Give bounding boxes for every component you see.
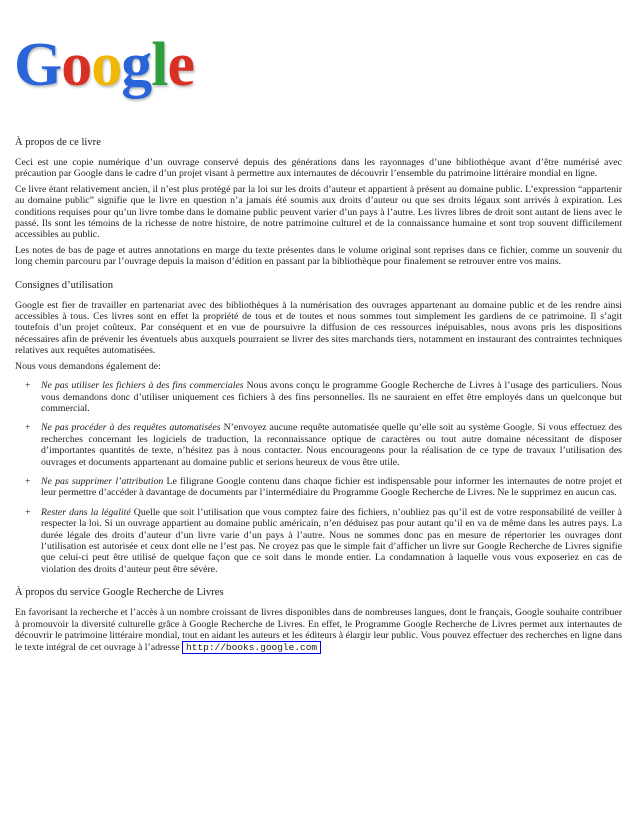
list-item-lead: Ne pas procéder à des requêtes automatisées (41, 422, 221, 434)
section-title: À propos de ce livre (15, 137, 101, 148)
list-item (25, 507, 622, 575)
section-title: À propos du service Google Recherche de Livres (15, 587, 224, 599)
paragraph: Ce livre étant relativement ancien, il n’est plus protégé par la loi sur les droits d’auteur et appartient à présent au domaine public. L’expression “appartenir au domaine public” signifie que le livre en question n’a jamais été soumis aux droits d’auteur ou que ses droits légaux sont arrivés à expiration. Les conditions requises pour qu’un livre tombe dans le domaine public peuvent varier d’un pays à l’autre. Les livres libres de droit sont autant de liens avec le passé. Ils sont les témoins de la richesse de notre histoire, de notre patrimoine culturel et de la connaissance humaine et sont trop souvent difficilement accessibles au public. (15, 183, 622, 241)
usage-section (15, 280, 622, 576)
bullet-plus-icon: + (25, 422, 31, 434)
bullet-plus-icon: + (25, 506, 31, 518)
list-item-text: N’envoyez aucune requête automatisée quelle qu’elle soit au système Google. Si vous effectuez des recherches concernant les logiciels de traduction, la reconnaissance optique de caractères ou tout autre domaine nécessitant de disposer d’importantes quantités de texte, n’hésitez pas à nous contacter. Nous encourageons pour la réalisation de ce type de travaux l’utilisation des ouvrages et documents appartenant au domaine public et serions heureux de vous être utile. (41, 422, 622, 468)
logo-letter: o (61, 31, 92, 99)
list-item-lead: Ne pas supprimer l’attribution (41, 475, 164, 487)
guidelines-list (15, 380, 622, 575)
logo-letter: e (167, 31, 194, 99)
section-title: Consignes d’utilisation (15, 279, 113, 291)
list-item (25, 476, 622, 499)
service-section (15, 587, 622, 654)
logo-letter: G (14, 31, 62, 99)
list-item (25, 380, 622, 414)
list-item (25, 422, 622, 468)
paragraph: Google est fier de travailler en partenariat avec des bibliothèques à la numérisation des ouvrages appartenant au domaine public et de les rendre ainsi accessibles à tous. Ces livres sont en effet la propriété de tous et de toutes et nous sommes tout simplement les gardiens de ce patrimoine. Il s’agit toutefois d’un projet coûteux. Par conséquent et en vue de poursuivre la diffusion de ces ressources inépuisables, nous avons pris les dispositions nécessaires afin de prévenir les éventuels abus auxquels pourraient se livrer des sites marchands tiers, notamment en instaurant des contraintes techniques relatives aux requêtes automatisées. (15, 299, 622, 357)
document-body (15, 137, 622, 666)
bullet-plus-icon: + (25, 475, 31, 487)
paragraph-text: En favorisant la recherche et l’accès à un nombre croissant de livres disponibles dans de nombreuses langues, dont le français, Google souhaite contribuer à promouvoir la diversité culturelle grâce à Google Recherche de Livres. En effet, le Programme Google Recherche de Livres permet aux internautes de découvrir le patrimoine littéraire mondial, tout en aidant les auteurs et les éditeurs à élargir leur public. Vous pouvez effectuer des recherches en ligne dans le texte intégral de cet ouvrage à l’adresse (15, 607, 622, 654)
about-section (15, 137, 622, 268)
list-item-text: Quelle que soit l’utilisation que vous comptez faire des fichiers, n’oubliez pas qu’il est de votre responsabilité de veiller à respecter la loi. Si un ouvrage appartient au domaine public américain, n’en déduisez pas pour autant qu’il en va de même dans les autres pays. La durée légale des droits d’auteur d’un livre varie d’un pays à l’autre. Nous ne sommes donc pas en mesure de répertorier les ouvrages dont l’utilisation est autorisée et ceux dont elle ne l’est pas. Ne croyez pas que le simple fait d’afficher un livre sur Google Recherche de Livres signifie que celui-ci peut être utilisé de quelque façon que ce soit dans le monde entier. La condamnation à laquelle vous vous exposeriez en cas de violation des droits d’auteur peut être sévère. (41, 506, 622, 575)
list-item-text: Nous avons conçu le programme Google Recherche de Livres à l’usage des particuliers. Nous vous demandons donc d’utiliser uniquement ces fichiers à des fins personnelles. Ils ne sauraient en effet être employés dans un quelconque but commercial. (41, 380, 622, 414)
books-google-link[interactable]: http://books.google.com (182, 641, 321, 654)
list-item-lead: Ne pas utiliser les fichiers à des fins commerciales (41, 380, 244, 392)
list-item-lead: Rester dans la légalité (41, 506, 131, 518)
google-logo (14, 31, 194, 99)
logo-letter: o (91, 31, 122, 99)
paragraph: Les notes de bas de page et autres annotations en marge du texte présentes dans le volume original sont reprises dans ce fichier, comme un souvenir du long chemin parcouru par l’ouvrage depuis la maison d’édition en passant par la bibliothèque pour finalement se retrouver entre vos mains. (15, 244, 622, 268)
logo-letter: g (121, 31, 152, 99)
paragraph: Nous vous demandons également de: (15, 360, 161, 372)
paragraph: Ceci est une copie numérique d’un ouvrage conservé depuis des générations dans les rayonnages d’une bibliothèque avant d’être numérisé avec précaution par Google dans le cadre d’un projet visant à permettre aux internautes de découvrir l’ensemble du patrimoine littéraire mondial en ligne. (15, 157, 622, 180)
list-item-text: Le filigrane Google contenu dans chaque fichier est indispensable pour informer les internautes de notre projet et leur permettre d’accéder à davantage de documents par l’intermédiaire du Programme Google Recherche de Livres. Ne le supprimez en aucun cas. (41, 475, 622, 499)
logo-letter: l (151, 31, 168, 99)
paragraph (15, 607, 622, 654)
bullet-plus-icon: + (25, 380, 31, 392)
